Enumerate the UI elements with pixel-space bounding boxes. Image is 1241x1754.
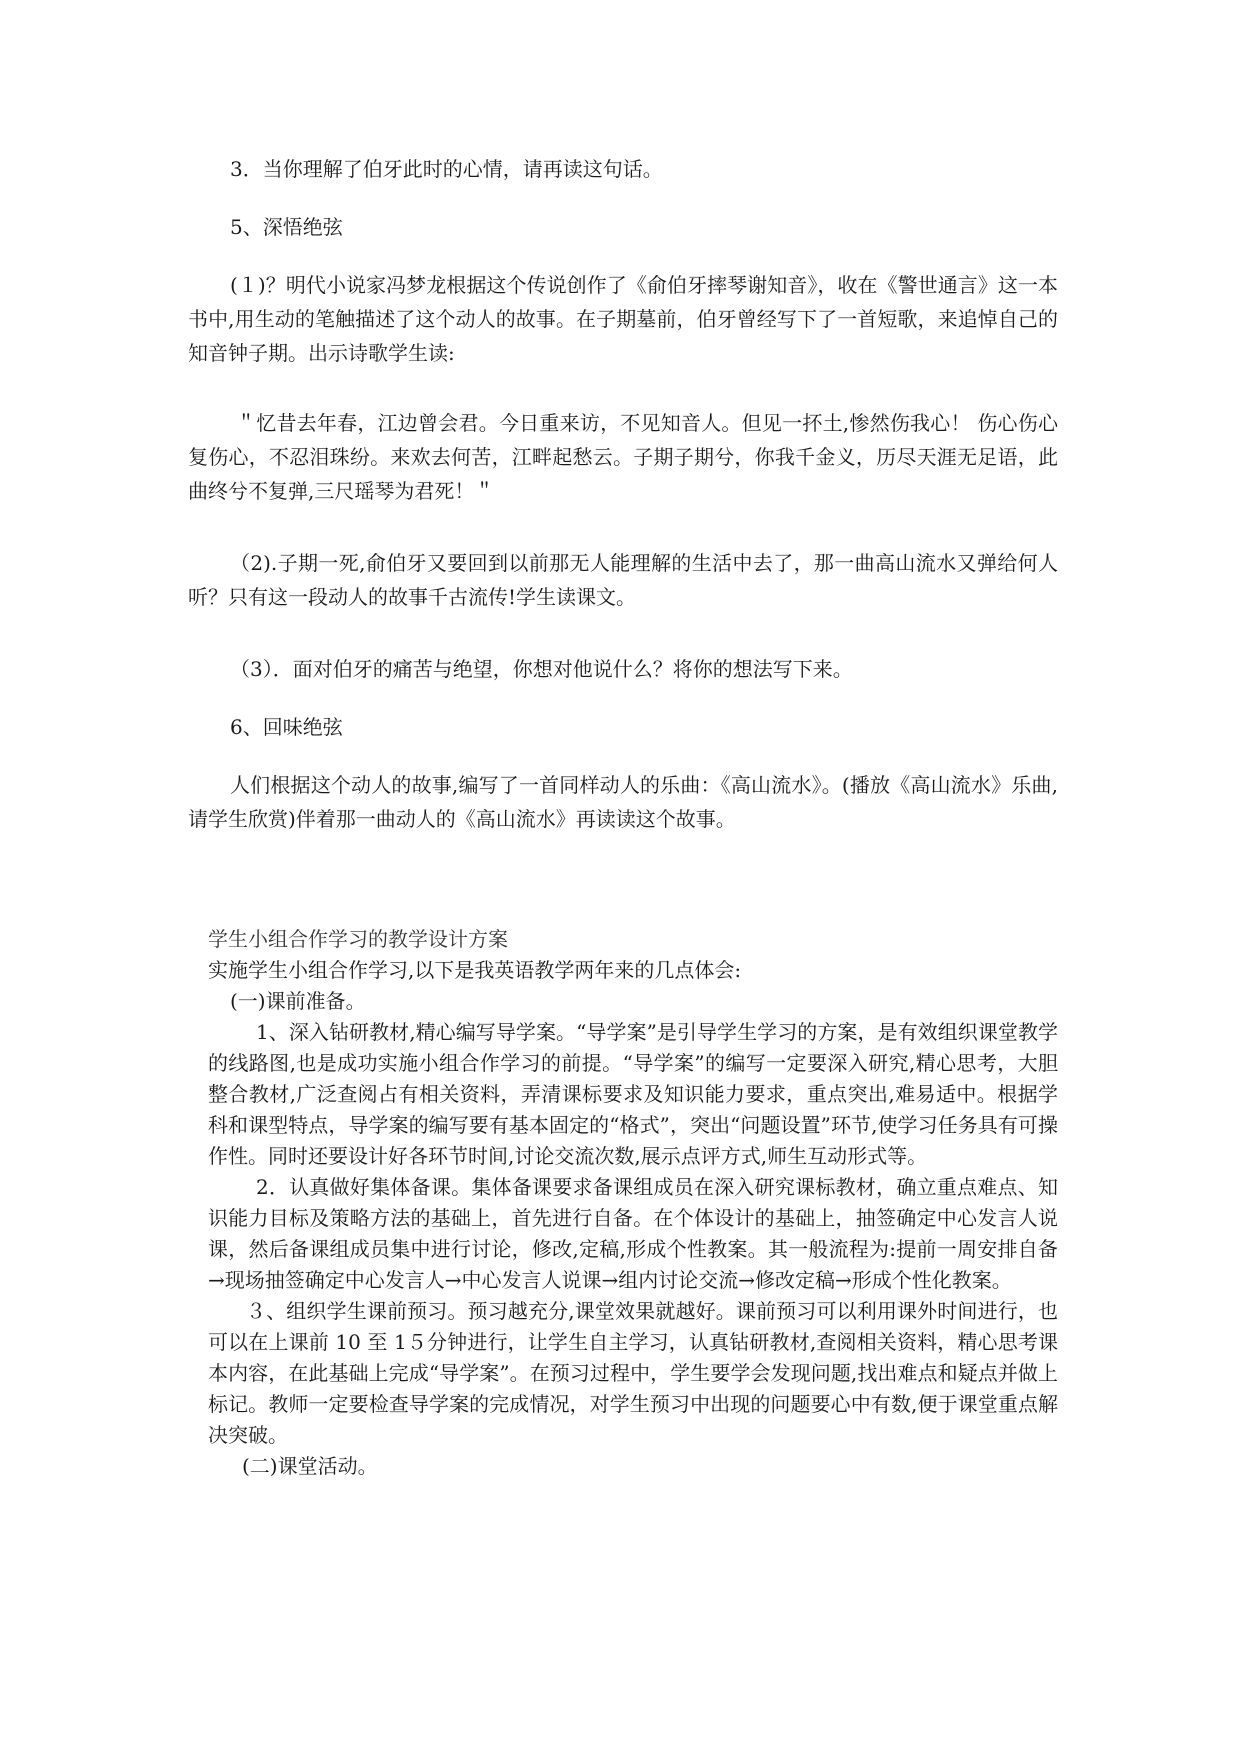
paragraph-3: （3）．面对伯牙的痛苦与绝望，你想对他说什么？将你的想法写下来。 [230, 657, 853, 681]
part-2-heading: (二)课堂活动。 [242, 1454, 378, 1478]
point-3: ３、组织学生课前预习。预习越充分,课堂效果就越好。课前预习可以利用课外时间进行，也可以在上课前 10 至 1５分钟进行，让学生自主学习，认真钻研教材,查阅相关资料，精心思考课本内容，在此基础上完成“导学案”。在预习过程中，学生要学会发现问题,找出难点和疑点并做上标记。教师一定要检查导学案的完成情况，对学生预习中出现的问题要心中有数,便于课堂重点解决突破。 [208, 1299, 1058, 1447]
point-1: 1、深入钻研教材,精心编写导学案。“导学案”是引导学生学习的方案，是有效组织课堂教学的线路图,也是成功实施小组合作学习的前提。“导学案”的编写一定要深入研究,精心思考，大胆整合教材,广泛查阅占有相关资料，弄清课标要求及知识能力要求，重点突出,难易适中。根据学科和课型特点，导学案的编写要有基本固定的“格式”，突出“问题设置”环节,使学习任务具有可操作性。同时还要设计好各环节时间,讨论交流次数,展示点评方式,师生互动形式等。 [208, 1020, 1058, 1168]
teaching-design-section [208, 924, 1058, 1482]
poem-text: ＂忆昔去年春，江边曾会君。今日重来访，不见知音人。但见一抔土,惨然伤我心！ 伤心伤心复伤心，不忍泪珠纷。来欢去何苦，江畔起愁云。子期子期兮，你我千金义，历尽天涯无足语，此曲终兮不复弹,三尺瑶琴为君死！＂ [188, 411, 1058, 503]
part-1-heading: (一)课前准备。 [230, 989, 366, 1013]
paragraph-4: 人们根据这个动人的故事,编写了一首同样动人的乐曲：《高山流水》。(播放《高山流水》乐曲,请学生欣赏)伴着那一曲动人的《高山流水》再读读这个故事。 [188, 773, 1058, 831]
paragraph-2: （2).子期一死,俞伯牙又要回到以前那无人能理解的生活中去了，那一曲高山流水又弹给何人听？只有这一段动人的故事千古流传!学生读课文。 [188, 551, 1058, 609]
heading-5: 5、深悟绝弦 [230, 215, 343, 239]
section-title: 学生小组合作学习的教学设计方案 [208, 927, 508, 951]
step-3-text: 3．当你理解了伯牙此时的心情，请再读这句话。 [230, 157, 663, 181]
lesson-plan-section [188, 152, 1058, 836]
point-2: 2．认真做好集体备课。集体备课要求备课组成员在深入研究课标教材，确立重点难点、知识能力目标及策略方法的基础上，首先进行自备。在个体设计的基础上，抽签确定中心发言人说课，然后备课组成员集中进行讨论，修改,定稿,形成个性教案。其一般流程为:提前一周安排自备→现场抽签确定中心发言人→中心发言人说课→组内讨论交流→修改定稿→形成个性化教案。 [208, 1175, 1058, 1292]
heading-6: 6、回味绝弦 [230, 715, 343, 739]
intro-text: 实施学生小组合作学习,以下是我英语教学两年来的几点体会: [208, 958, 742, 982]
paragraph-1: (１)？明代小说家冯梦龙根据这个传说创作了《俞伯牙摔琴谢知音》，收在《警世通言》这一本书中,用生动的笔触描述了这个动人的故事。在子期墓前，伯牙曾经写下了一首短歌，来追悼自己的知音钟子期。出示诗歌学生读: [188, 273, 1058, 365]
